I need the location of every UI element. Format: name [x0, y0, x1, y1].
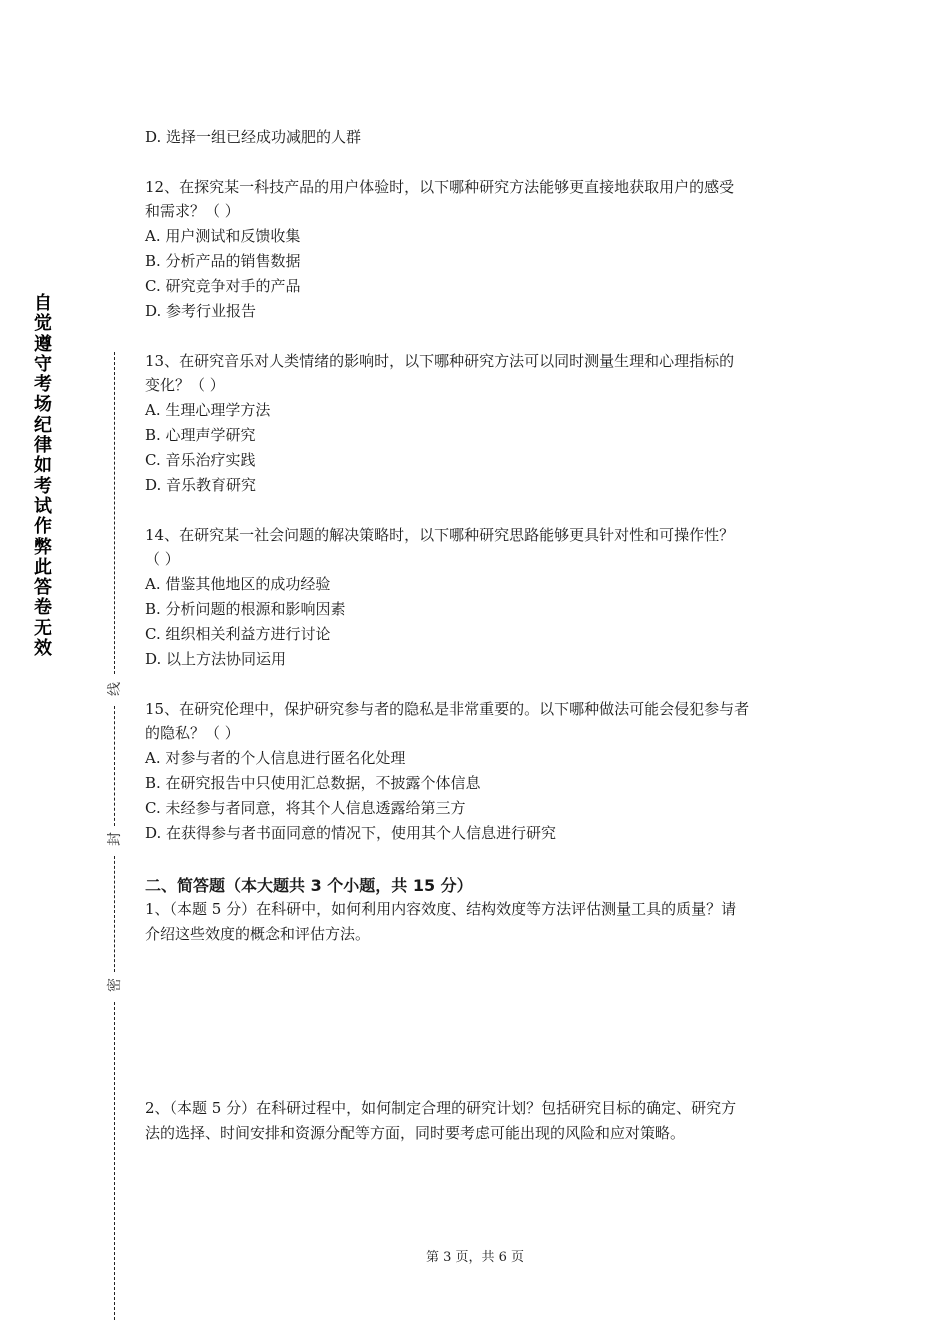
side-title-char: 自 — [34, 293, 52, 314]
section-2-title: 二、简答题（本大题共 3 个小题，共 15 分） — [145, 876, 473, 895]
option-d: D. 参考行业报告 — [145, 302, 257, 320]
question-stem-cont: 和需求？（ ） — [145, 202, 240, 220]
q11-option-d: D. 选择一组已经成功减肥的人群 — [145, 128, 362, 146]
option-c: C. 音乐治疗实践 — [145, 451, 256, 469]
side-title-char: 此 — [34, 556, 52, 578]
binding-label-mi: 密 — [107, 978, 123, 992]
option-c: C. 未经参与者同意，将其个人信息透露给第三方 — [145, 799, 466, 817]
option-a: A. 用户测试和反馈收集 — [145, 227, 301, 245]
side-title-char: 试 — [34, 495, 52, 517]
short-answer-text-cont: 介绍这些效度的概念和评估方法。 — [145, 925, 371, 943]
dash-segment — [114, 352, 115, 674]
option-a: A. 生理心理学方法 — [145, 401, 271, 419]
option-d: D. 在获得参与者书面同意的情况下，使用其个人信息进行研究 — [145, 824, 557, 842]
binding-line — [104, 352, 126, 1320]
side-title-char: 考 — [34, 475, 52, 497]
option-b: B. 分析问题的根源和影响因素 — [145, 600, 346, 618]
side-title-char: 考 — [34, 374, 52, 396]
side-title-char: 觉 — [34, 313, 52, 335]
option-b: B. 在研究报告中只使用汇总数据，不披露个体信息 — [145, 774, 481, 792]
short-answer-text-cont: 法的选择、时间安排和资源分配等方面，同时要考虑可能出现的风险和应对策略。 — [145, 1124, 686, 1142]
side-title-char: 卷 — [34, 597, 52, 619]
option-d: D. 以上方法协同运用 — [145, 650, 287, 668]
side-title-char: 如 — [34, 455, 52, 477]
question-stem: 15、在研究伦理中，保护研究参与者的隐私是非常重要的。以下哪种做法可能会侵犯参与者 — [145, 700, 750, 718]
exam-discipline-vertical-text — [30, 294, 56, 659]
binding-label-xian: 线 — [107, 682, 123, 696]
side-title-char: 遵 — [34, 333, 52, 355]
page-footer: 第 3 页，共 6 页 — [425, 1250, 525, 1265]
side-title-char: 无 — [34, 617, 52, 639]
option-c: C. 组织相关利益方进行讨论 — [145, 625, 331, 643]
question-stem-cont: 变化？（ ） — [145, 376, 225, 394]
question-stem: 14、在研究某一社会问题的解决策略时，以下哪种研究思路能够更具针对性和可操作性？ — [145, 526, 735, 544]
side-title-char: 效 — [34, 638, 52, 660]
dash-segment — [114, 856, 115, 972]
question-stem-cont: （ ） — [145, 550, 180, 568]
side-title-char: 作 — [34, 516, 52, 538]
question-stem: 12、在探究某一科技产品的用户体验时，以下哪种研究方法能够更直接地获取用户的感受 — [145, 178, 735, 196]
side-title-char: 答 — [34, 577, 52, 599]
dash-segment — [114, 706, 115, 826]
side-title-char: 弊 — [34, 536, 52, 558]
option-a: A. 对参与者的个人信息进行匿名化处理 — [145, 749, 406, 767]
option-a: A. 借鉴其他地区的成功经验 — [145, 575, 331, 593]
question-stem: 13、在研究音乐对人类情绪的影响时，以下哪种研究方法可以同时测量生理和心理指标的 — [145, 352, 735, 370]
side-title-char: 律 — [34, 435, 52, 457]
short-answer-text: 1、（本题 5 分）在科研中，如何利用内容效度、结构效度等方法评估测量工具的质量？请 — [145, 900, 737, 918]
option-b: B. 分析产品的销售数据 — [145, 252, 301, 270]
side-title-char: 守 — [34, 353, 52, 375]
side-title-char: 纪 — [34, 414, 52, 436]
short-answer-text: 2、（本题 5 分）在科研过程中，如何制定合理的研究计划？包括研究目标的确定、研究方 — [145, 1099, 737, 1117]
option-d: D. 音乐教育研究 — [145, 476, 257, 494]
binding-label-feng: 封 — [107, 832, 123, 846]
option-c: C. 研究竞争对手的产品 — [145, 277, 301, 295]
question-stem-cont: 的隐私？（ ） — [145, 724, 240, 742]
option-b: B. 心理声学研究 — [145, 426, 256, 444]
side-title-char: 场 — [34, 394, 52, 416]
dash-segment — [114, 1002, 115, 1320]
